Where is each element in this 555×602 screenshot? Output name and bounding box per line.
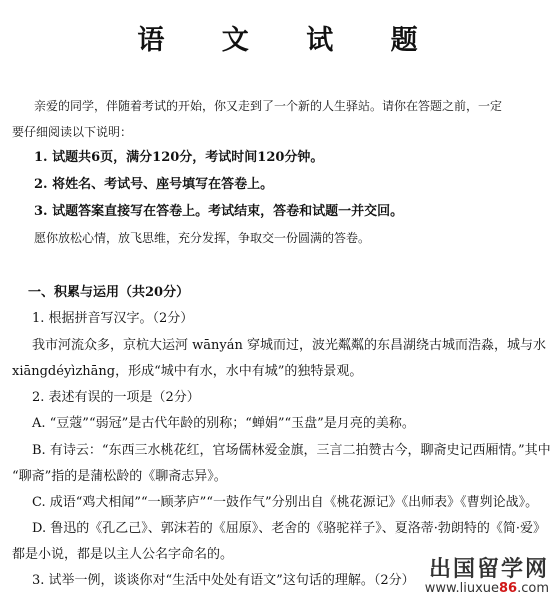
section-heading: 一、积累与运用（共20分） [28, 285, 190, 300]
intro-line-1: 亲爱的同学，伴随着考试的开始，你又走到了一个新的人生驿站。请你在答题之前，一定 [34, 99, 503, 113]
instruction-1: 1. 试题共6页，满分120分，考试时间120分钟。 [34, 150, 324, 165]
question-2-option-d-cont: 都是小说，都是以主人公名字命名的。 [12, 547, 234, 562]
question-2-prompt: 2. 表述有误的一项是（2分） [32, 390, 200, 405]
question-1-text-2: xiāngdéyìzhāng，形成“城中有水，水中有城”的独特景观。 [12, 364, 363, 379]
site-watermark [425, 558, 549, 596]
instruction-2: 2. 将姓名、考试号、座号填写在答卷上。 [34, 177, 274, 192]
wish-line: 愿你放松心情，放飞思维，充分发挥，争取交一份圆满的答卷。 [34, 231, 371, 245]
question-1-text-1: 我市河流众多，京杭大运河 wānyán 穿城而过，波光粼粼的东昌湖绕古城而浩淼，城与水 [32, 338, 546, 353]
question-1-prompt: 1. 根据拼音写汉字。（2分） [32, 311, 194, 326]
question-2-option-c: C. 成语“鸡犬相闻”“一顾茅庐”“一鼓作气”分别出自《桃花源记》《出师表》《曹刿论战》。 [32, 495, 539, 510]
question-2-option-b-cont: “聊斋”指的是蒲松龄的《聊斋志异》。 [12, 469, 227, 484]
question-2-option-a: A. “豆蔻”“弱冠”是古代年龄的别称；“蝉娟”“玉盘”是月亮的美称。 [32, 416, 415, 431]
watermark-url [425, 582, 549, 596]
watermark-url-prefix: www.liuxue [424, 581, 499, 596]
watermark-url-number: 86 [499, 581, 518, 596]
instruction-3: 3. 试题答案直接写在答卷上。考试结束，答卷和试题一并交回。 [34, 204, 404, 219]
watermark-name: 出国留学网 [428, 557, 549, 582]
intro-line-2: 要仔细阅读以下说明： [12, 125, 133, 139]
exam-title: 语 文 试 题 [137, 25, 442, 56]
question-2-option-d: D. 鲁迅的《孔乙己》、郭沫若的《屈原》、老舍的《骆驼祥子》、夏洛蒂·勃朗特的《简·爱》 [32, 521, 546, 536]
watermark-url-suffix: .com [517, 581, 549, 596]
question-2-option-b: B. 有诗云：“东西三水桃花红，官场儒林爱金旗，三言二拍赞古今，聊斋史记西厢情。”其中 [32, 443, 551, 458]
question-3-prompt: 3. 试举一例，谈谈你对“生活中处处有语文”这句话的理解。（2分） [32, 573, 415, 588]
